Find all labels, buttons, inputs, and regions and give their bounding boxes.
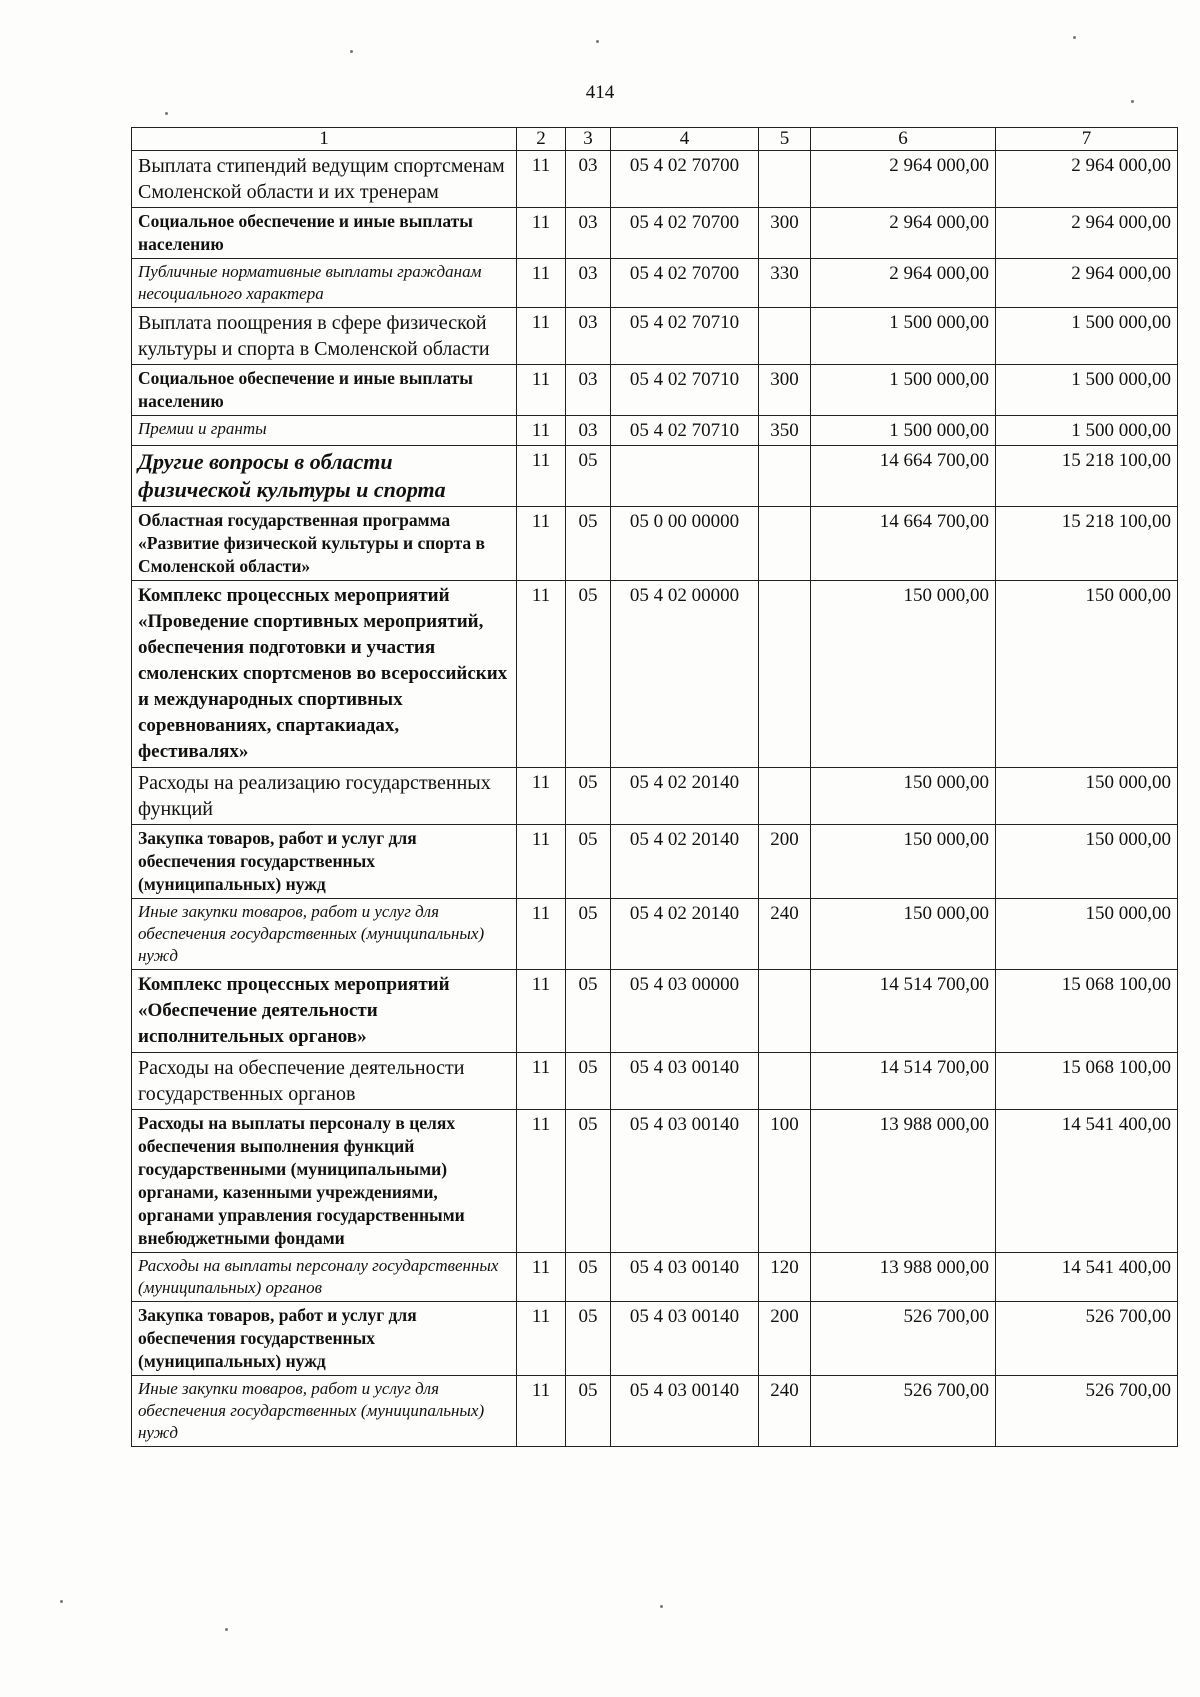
amount-year1-cell: 526 700,00 xyxy=(811,1376,996,1447)
expense-type-cell: 200 xyxy=(759,1302,811,1376)
header-col-3: 3 xyxy=(566,128,611,151)
target-code-cell: 05 4 03 00140 xyxy=(611,1253,759,1302)
table-row xyxy=(132,259,1178,308)
row-name-cell: Расходы на выплаты персоналу в целях обеспечения выполнения функций государственными (муниципальными) органами, казенными учреждениями, органами управления государственными внебюджетными фондами xyxy=(132,1110,517,1253)
header-row xyxy=(132,128,1178,151)
expense-type-cell: 350 xyxy=(759,416,811,446)
expense-type-cell xyxy=(759,768,811,825)
header-col-1: 1 xyxy=(132,128,517,151)
row-name-cell: Другие вопросы в области физической культуры и спорта xyxy=(132,446,517,507)
section-cell: 11 xyxy=(517,259,566,308)
expense-type-cell: 200 xyxy=(759,825,811,899)
amount-year2-cell: 1 500 000,00 xyxy=(996,365,1178,416)
expense-type-cell xyxy=(759,308,811,365)
table-row xyxy=(132,208,1178,259)
section-cell: 11 xyxy=(517,446,566,507)
subsection-cell: 03 xyxy=(566,365,611,416)
budget-table xyxy=(131,127,1178,1447)
expense-type-cell xyxy=(759,507,811,581)
amount-year2-cell: 150 000,00 xyxy=(996,581,1178,768)
amount-year1-cell: 14 664 700,00 xyxy=(811,446,996,507)
section-cell: 11 xyxy=(517,151,566,208)
subsection-cell: 05 xyxy=(566,581,611,768)
amount-year2-cell: 2 964 000,00 xyxy=(996,208,1178,259)
section-cell: 11 xyxy=(517,1053,566,1110)
target-code-cell: 05 4 02 70700 xyxy=(611,259,759,308)
expense-type-cell xyxy=(759,446,811,507)
target-code-cell: 05 4 02 70700 xyxy=(611,208,759,259)
table-body xyxy=(132,151,1178,1447)
amount-year1-cell: 1 500 000,00 xyxy=(811,365,996,416)
section-cell: 11 xyxy=(517,507,566,581)
section-cell: 11 xyxy=(517,825,566,899)
row-name-cell: Закупка товаров, работ и услуг для обеспечения государственных (муниципальных) нужд xyxy=(132,1302,517,1376)
section-cell: 11 xyxy=(517,1302,566,1376)
amount-year1-cell: 14 664 700,00 xyxy=(811,507,996,581)
section-cell: 11 xyxy=(517,899,566,970)
amount-year1-cell: 14 514 700,00 xyxy=(811,970,996,1053)
amount-year1-cell: 526 700,00 xyxy=(811,1302,996,1376)
row-name-cell: Публичные нормативные выплаты гражданам несоциального характера xyxy=(132,259,517,308)
target-code-cell: 05 4 02 70710 xyxy=(611,365,759,416)
amount-year2-cell: 14 541 400,00 xyxy=(996,1110,1178,1253)
section-cell: 11 xyxy=(517,208,566,259)
amount-year2-cell: 2 964 000,00 xyxy=(996,151,1178,208)
header-col-5: 5 xyxy=(759,128,811,151)
subsection-cell: 05 xyxy=(566,970,611,1053)
target-code-cell: 05 4 03 00000 xyxy=(611,970,759,1053)
row-name-cell: Иные закупки товаров, работ и услуг для обеспечения государственных (муниципальных) нужд xyxy=(132,899,517,970)
table-row xyxy=(132,899,1178,970)
scan-speck xyxy=(165,112,168,115)
target-code-cell: 05 4 02 70710 xyxy=(611,308,759,365)
table-row xyxy=(132,1253,1178,1302)
expense-type-cell xyxy=(759,581,811,768)
amount-year1-cell: 150 000,00 xyxy=(811,825,996,899)
amount-year2-cell: 15 068 100,00 xyxy=(996,970,1178,1053)
target-code-cell: 05 4 02 00000 xyxy=(611,581,759,768)
target-code-cell: 05 4 03 00140 xyxy=(611,1302,759,1376)
scan-speck xyxy=(660,1605,663,1608)
row-name-cell: Расходы на реализацию государственных функций xyxy=(132,768,517,825)
table-row xyxy=(132,1302,1178,1376)
header-col-4: 4 xyxy=(611,128,759,151)
subsection-cell: 05 xyxy=(566,507,611,581)
table-row xyxy=(132,308,1178,365)
amount-year2-cell: 150 000,00 xyxy=(996,825,1178,899)
amount-year1-cell: 13 988 000,00 xyxy=(811,1253,996,1302)
amount-year1-cell: 1 500 000,00 xyxy=(811,416,996,446)
row-name-cell: Комплекс процессных мероприятий «Обеспечение деятельности исполнительных органов» xyxy=(132,970,517,1053)
subsection-cell: 05 xyxy=(566,446,611,507)
table-row xyxy=(132,416,1178,446)
expense-type-cell xyxy=(759,151,811,208)
row-name-cell: Выплата стипендий ведущим спортсменам Смоленской области и их тренерам xyxy=(132,151,517,208)
row-name-cell: Иные закупки товаров, работ и услуг для обеспечения государственных (муниципальных) нужд xyxy=(132,1376,517,1447)
subsection-cell: 05 xyxy=(566,1053,611,1110)
amount-year2-cell: 15 218 100,00 xyxy=(996,507,1178,581)
amount-year2-cell: 1 500 000,00 xyxy=(996,416,1178,446)
section-cell: 11 xyxy=(517,416,566,446)
expense-type-cell xyxy=(759,1053,811,1110)
amount-year1-cell: 14 514 700,00 xyxy=(811,1053,996,1110)
target-code-cell: 05 4 03 00140 xyxy=(611,1376,759,1447)
table-row xyxy=(132,768,1178,825)
row-name-cell: Премии и гранты xyxy=(132,416,517,446)
table-row xyxy=(132,1110,1178,1253)
row-name-cell: Областная государственная программа «Развитие физической культуры и спорта в Смоленской области» xyxy=(132,507,517,581)
page-number: 414 xyxy=(585,82,615,103)
scan-speck xyxy=(350,50,353,53)
expense-type-cell: 100 xyxy=(759,1110,811,1253)
table-row xyxy=(132,825,1178,899)
table-row xyxy=(132,365,1178,416)
row-name-cell: Социальное обеспечение и иные выплаты населению xyxy=(132,208,517,259)
subsection-cell: 05 xyxy=(566,768,611,825)
expense-type-cell: 300 xyxy=(759,365,811,416)
table-row xyxy=(132,507,1178,581)
header-col-2: 2 xyxy=(517,128,566,151)
amount-year2-cell: 15 218 100,00 xyxy=(996,446,1178,507)
target-code-cell: 05 4 02 70700 xyxy=(611,151,759,208)
amount-year2-cell: 2 964 000,00 xyxy=(996,259,1178,308)
expense-type-cell: 240 xyxy=(759,899,811,970)
subsection-cell: 03 xyxy=(566,259,611,308)
subsection-cell: 05 xyxy=(566,1110,611,1253)
target-code-cell: 05 4 02 20140 xyxy=(611,768,759,825)
section-cell: 11 xyxy=(517,970,566,1053)
expense-type-cell: 120 xyxy=(759,1253,811,1302)
amount-year1-cell: 2 964 000,00 xyxy=(811,208,996,259)
section-cell: 11 xyxy=(517,308,566,365)
subsection-cell: 05 xyxy=(566,825,611,899)
subsection-cell: 05 xyxy=(566,1302,611,1376)
subsection-cell: 03 xyxy=(566,308,611,365)
section-cell: 11 xyxy=(517,1110,566,1253)
target-code-cell: 05 4 02 20140 xyxy=(611,899,759,970)
amount-year1-cell: 150 000,00 xyxy=(811,899,996,970)
subsection-cell: 05 xyxy=(566,899,611,970)
amount-year2-cell: 526 700,00 xyxy=(996,1376,1178,1447)
target-code-cell: 05 4 03 00140 xyxy=(611,1053,759,1110)
expense-type-cell: 240 xyxy=(759,1376,811,1447)
target-code-cell: 05 4 02 20140 xyxy=(611,825,759,899)
amount-year2-cell: 1 500 000,00 xyxy=(996,308,1178,365)
row-name-cell: Комплекс процессных мероприятий «Проведение спортивных мероприятий, обеспечения подготовки и участия смоленских спортсменов во всероссийских и международных спортивных соревнованиях, спартакиадах, фестивалях» xyxy=(132,581,517,768)
subsection-cell: 03 xyxy=(566,151,611,208)
amount-year1-cell: 2 964 000,00 xyxy=(811,259,996,308)
scan-speck xyxy=(1131,100,1134,103)
row-name-cell: Расходы на выплаты персоналу государственных (муниципальных) органов xyxy=(132,1253,517,1302)
expense-type-cell: 330 xyxy=(759,259,811,308)
amount-year2-cell: 14 541 400,00 xyxy=(996,1253,1178,1302)
row-name-cell: Выплата поощрения в сфере физической культуры и спорта в Смоленской области xyxy=(132,308,517,365)
amount-year1-cell: 13 988 000,00 xyxy=(811,1110,996,1253)
subsection-cell: 03 xyxy=(566,208,611,259)
row-name-cell: Закупка товаров, работ и услуг для обеспечения государственных (муниципальных) нужд xyxy=(132,825,517,899)
target-code-cell: 05 0 00 00000 xyxy=(611,507,759,581)
subsection-cell: 03 xyxy=(566,416,611,446)
scan-speck xyxy=(60,1600,63,1603)
header-col-7: 7 xyxy=(996,128,1178,151)
target-code-cell: 05 4 02 70710 xyxy=(611,416,759,446)
section-cell: 11 xyxy=(517,365,566,416)
amount-year1-cell: 150 000,00 xyxy=(811,581,996,768)
section-cell: 11 xyxy=(517,1376,566,1447)
header-col-6: 6 xyxy=(811,128,996,151)
target-code-cell xyxy=(611,446,759,507)
row-name-cell: Расходы на обеспечение деятельности государственных органов xyxy=(132,1053,517,1110)
amount-year2-cell: 15 068 100,00 xyxy=(996,1053,1178,1110)
table-row xyxy=(132,1376,1178,1447)
table-header xyxy=(132,128,1178,151)
section-cell: 11 xyxy=(517,768,566,825)
table-row xyxy=(132,970,1178,1053)
table-row xyxy=(132,1053,1178,1110)
section-cell: 11 xyxy=(517,1253,566,1302)
amount-year2-cell: 150 000,00 xyxy=(996,768,1178,825)
row-name-cell: Социальное обеспечение и иные выплаты населению xyxy=(132,365,517,416)
scan-speck xyxy=(1073,36,1076,39)
amount-year2-cell: 526 700,00 xyxy=(996,1302,1178,1376)
scan-speck xyxy=(596,40,599,43)
table-row xyxy=(132,581,1178,768)
amount-year1-cell: 150 000,00 xyxy=(811,768,996,825)
expense-type-cell: 300 xyxy=(759,208,811,259)
target-code-cell: 05 4 03 00140 xyxy=(611,1110,759,1253)
section-cell: 11 xyxy=(517,581,566,768)
expense-type-cell xyxy=(759,970,811,1053)
amount-year2-cell: 150 000,00 xyxy=(996,899,1178,970)
subsection-cell: 05 xyxy=(566,1376,611,1447)
table-row xyxy=(132,446,1178,507)
amount-year1-cell: 1 500 000,00 xyxy=(811,308,996,365)
table-row xyxy=(132,151,1178,208)
amount-year1-cell: 2 964 000,00 xyxy=(811,151,996,208)
scan-speck xyxy=(225,1628,228,1631)
subsection-cell: 05 xyxy=(566,1253,611,1302)
